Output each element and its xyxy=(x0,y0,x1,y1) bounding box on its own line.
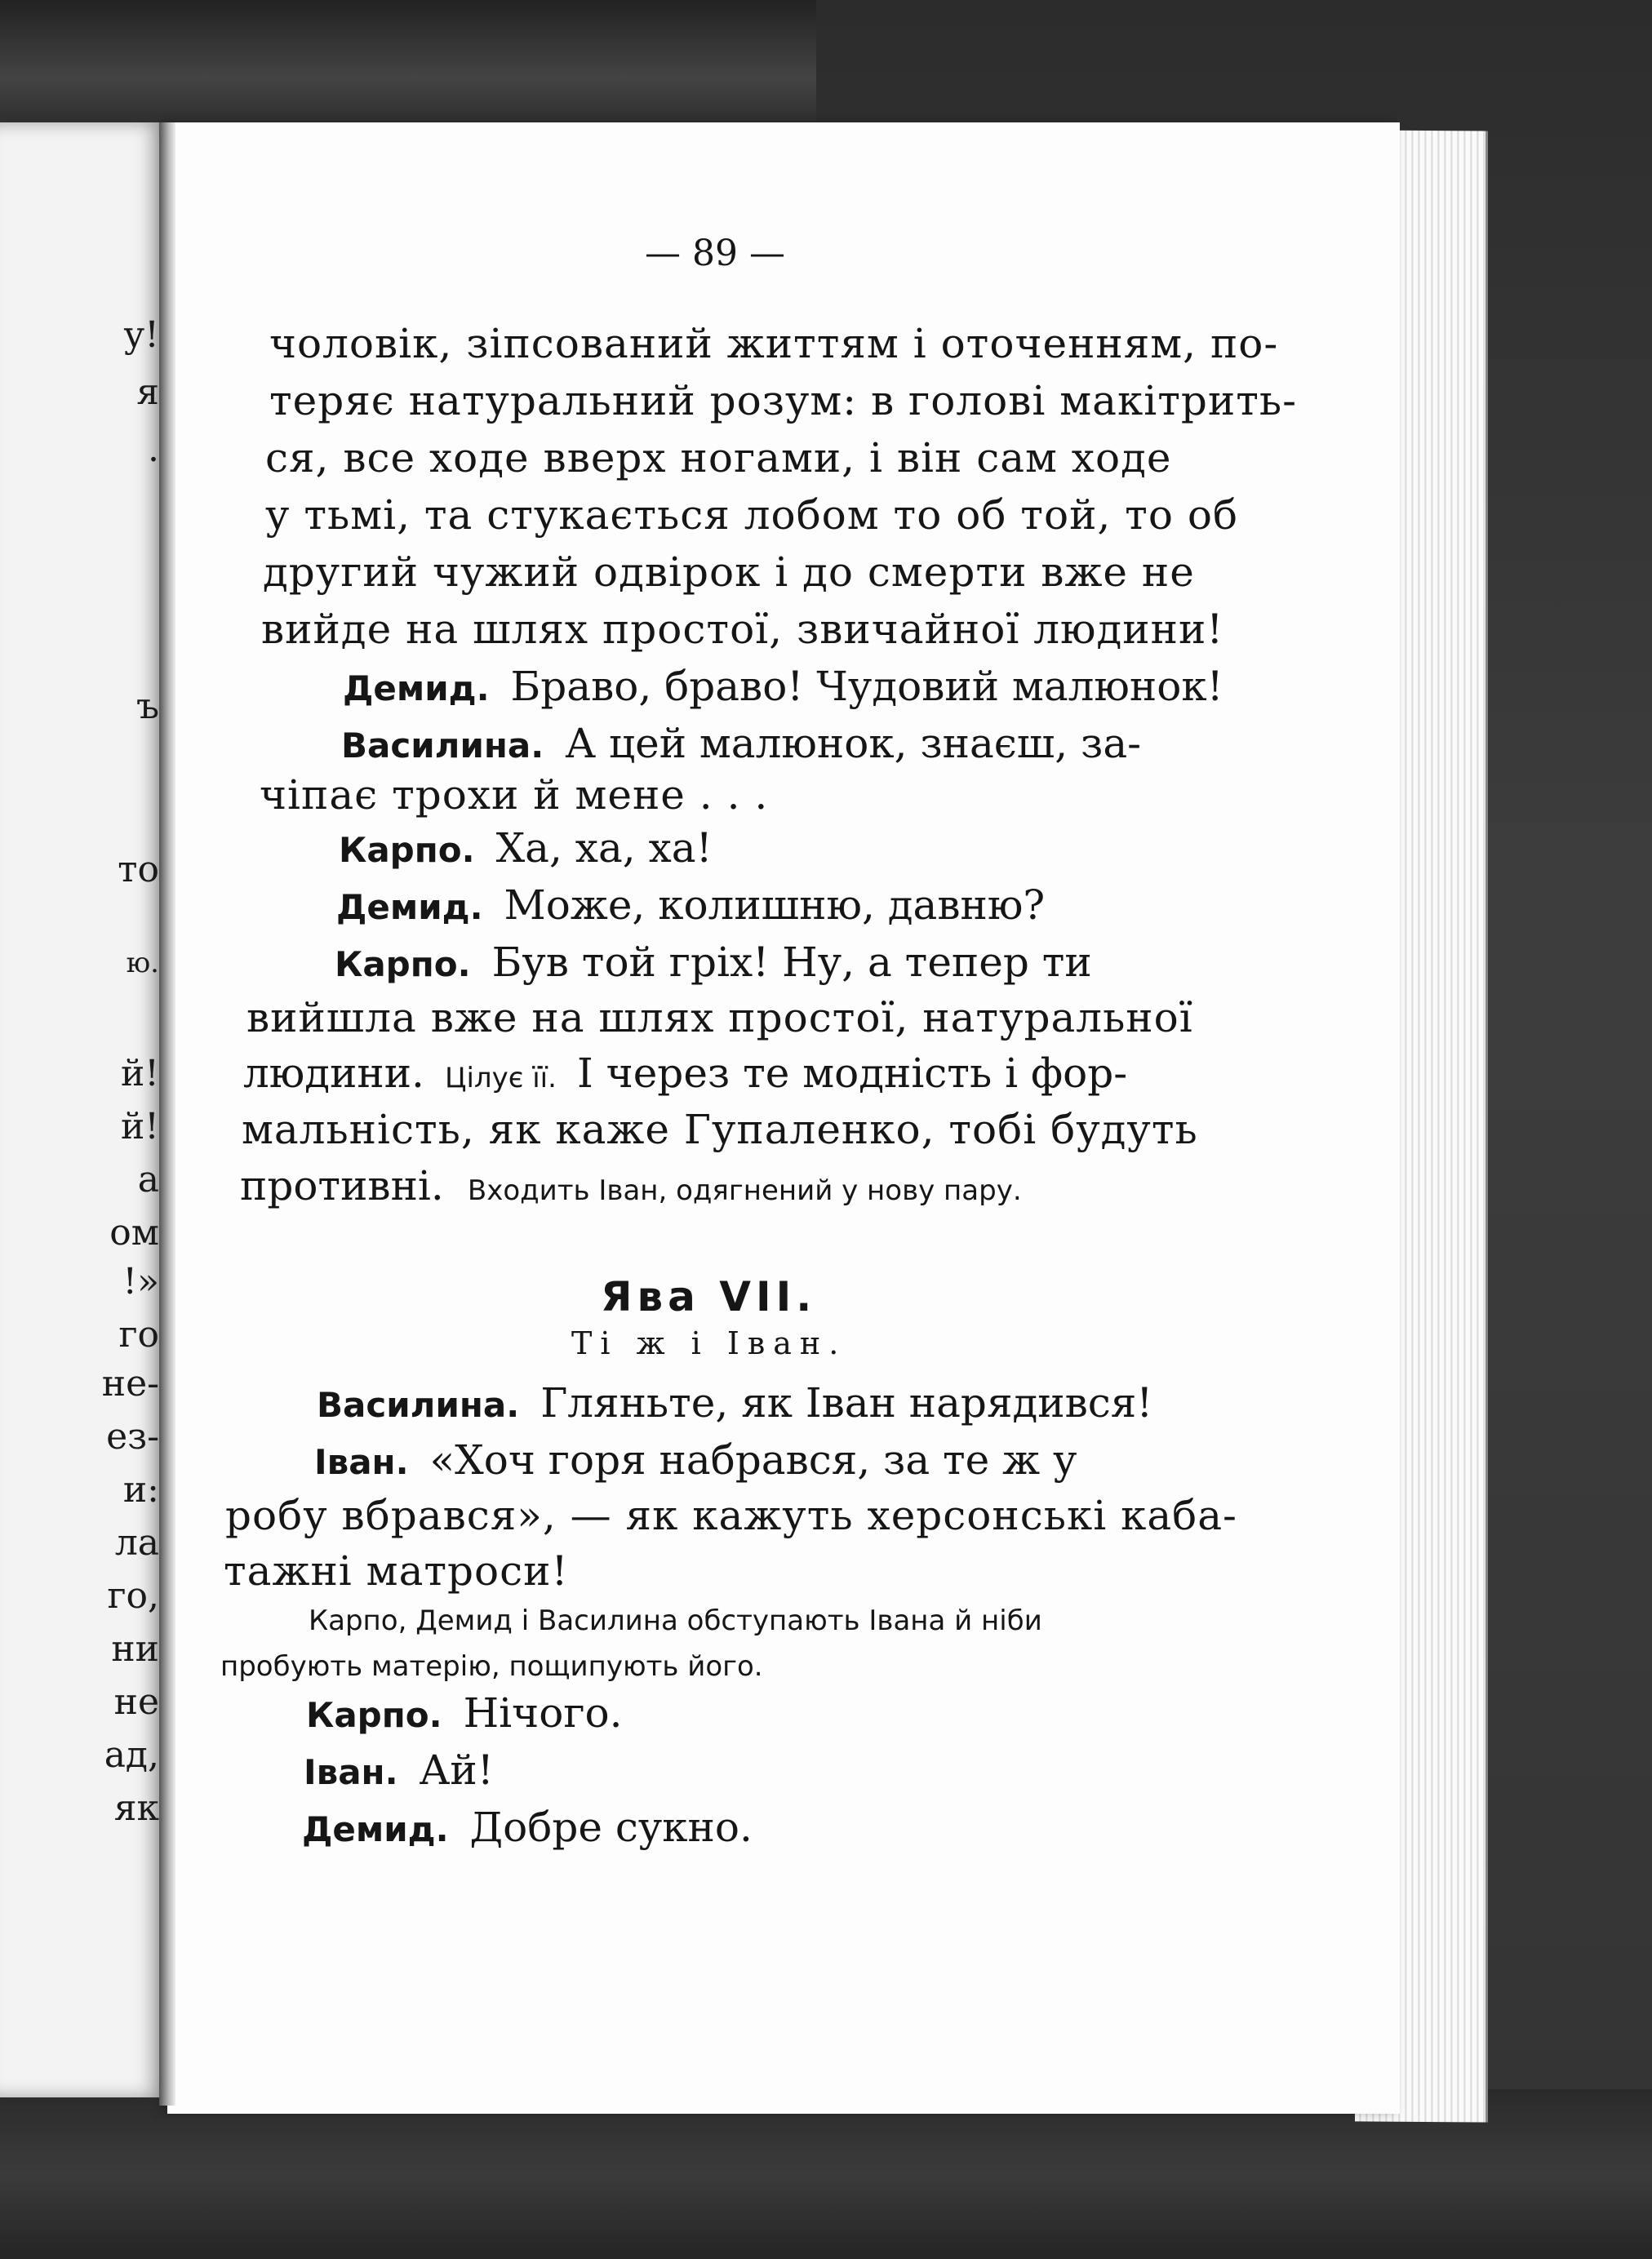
stage-direction: Карпо, Демид і Василина обступають Івана й ніби xyxy=(309,1604,1042,1637)
paragraph-line: вийде на шлях простої, звичайної людини! xyxy=(261,606,1224,653)
speech-text: Браво, браво! Чудовий малюнок! xyxy=(510,663,1223,710)
left-fragment: як xyxy=(113,1787,159,1829)
left-fragment: не xyxy=(113,1681,159,1723)
stage-direction: Цілує її. xyxy=(445,1062,557,1094)
speech-text: І через те модність і фор- xyxy=(577,1050,1128,1097)
speaker-name: Василина. xyxy=(341,726,544,766)
speech-continuation: вийшла вже на шлях простої, натуральної xyxy=(246,994,1193,1041)
speech-text: Гляньте, як Іван нарядився! xyxy=(540,1379,1153,1427)
speaker-name: Карпо. xyxy=(339,830,475,870)
paragraph-line: другий чужий одвірок і до смерти вже не xyxy=(263,548,1195,596)
speech-text: «Хоч горя набрався, за те ж у xyxy=(429,1436,1077,1484)
dialogue-line xyxy=(339,824,713,872)
speaker-name: Василина. xyxy=(317,1385,520,1425)
speaker-name: Демид. xyxy=(343,668,490,708)
speaker-name: Демид. xyxy=(302,1809,449,1849)
left-fragment: . xyxy=(148,428,159,470)
speech-continuation: чіпає трохи й мене . . . xyxy=(260,771,769,819)
left-fragment: а xyxy=(137,1159,159,1201)
speech-line-with-stage xyxy=(240,1162,1022,1209)
speech-text: Нічого. xyxy=(463,1689,623,1737)
speech-text: Може, колишню, давню? xyxy=(504,881,1046,929)
speech-text: Був той гріх! Ну, а тепер ти xyxy=(491,939,1092,986)
speech-continuation: мальність, як каже Гупаленко, тобі будуть xyxy=(242,1106,1198,1153)
speaker-name: Карпо. xyxy=(335,944,471,984)
dialogue-line xyxy=(304,1746,494,1794)
stage-direction: пробують матерію, пощипують його. xyxy=(220,1650,763,1683)
paragraph-line: у тьмі, та стукається лобом то об той, то об xyxy=(265,491,1239,539)
speech-continuation: робу вбрався», — як кажуть херсонські каба- xyxy=(225,1492,1237,1539)
dialogue-line xyxy=(341,720,1141,767)
left-fragment: !» xyxy=(122,1261,159,1303)
left-fragment: и: xyxy=(122,1469,159,1511)
left-fragment: ез- xyxy=(106,1416,159,1458)
dialogue-line xyxy=(306,1689,623,1737)
book-gutter xyxy=(159,122,175,2106)
speech-text: Ай! xyxy=(419,1746,494,1794)
speaker-name: Іван. xyxy=(304,1752,398,1792)
paragraph-line: теряє натуральний розум: в голові макітрить- xyxy=(269,377,1297,424)
speaker-name: Іван. xyxy=(314,1442,409,1482)
speech-text: Ха, ха, ха! xyxy=(495,824,713,872)
scene-title: Ява VII. xyxy=(601,1273,817,1320)
paragraph-line: чоловік, зіпсований життям і оточенням, по- xyxy=(269,320,1279,367)
speech-text: противні. xyxy=(240,1162,444,1209)
left-fragment: ла xyxy=(114,1522,159,1564)
stage-direction: Входить Іван, одягнений у нову пару. xyxy=(467,1174,1022,1207)
speech-text: людини. xyxy=(243,1050,424,1097)
left-fragment: й! xyxy=(120,1106,159,1147)
left-fragment: не- xyxy=(101,1363,159,1405)
scene-subtitle: Ті ж і Іван. xyxy=(571,1325,847,1361)
dialogue-line xyxy=(336,881,1045,929)
left-fragment: я xyxy=(136,371,159,413)
left-fragment: ом xyxy=(109,1212,159,1254)
speech-text: А цей малюнок, знаєш, за- xyxy=(565,720,1142,767)
left-fragment: то xyxy=(118,849,159,890)
background-top-band xyxy=(0,0,816,131)
dialogue-line xyxy=(335,939,1092,986)
dialogue-line xyxy=(314,1436,1077,1484)
left-fragment: у! xyxy=(123,314,159,356)
speech-text: Добре сукно. xyxy=(469,1804,753,1851)
speech-continuation: тажні матроси! xyxy=(224,1547,569,1595)
speaker-name: Карпо. xyxy=(306,1695,442,1735)
left-fragment: й! xyxy=(120,1053,159,1094)
left-fragment: ад, xyxy=(104,1734,159,1776)
left-fragment: ни xyxy=(111,1628,159,1670)
dialogue-line xyxy=(302,1804,753,1851)
left-fragment: го xyxy=(118,1314,159,1356)
speaker-name: Демид. xyxy=(336,887,483,927)
dialogue-line xyxy=(317,1379,1152,1427)
left-fragment: ъ xyxy=(136,686,159,727)
speech-line-with-stage xyxy=(243,1050,1127,1097)
left-fragment: ю. xyxy=(126,947,159,979)
page-number: — 89 — xyxy=(645,233,785,274)
left-fragment: го, xyxy=(107,1575,159,1617)
dialogue-line xyxy=(343,663,1223,710)
paragraph-line: ся, все ходе вверх ногами, і він сам ходе xyxy=(265,434,1172,482)
left-page xyxy=(0,122,167,2097)
